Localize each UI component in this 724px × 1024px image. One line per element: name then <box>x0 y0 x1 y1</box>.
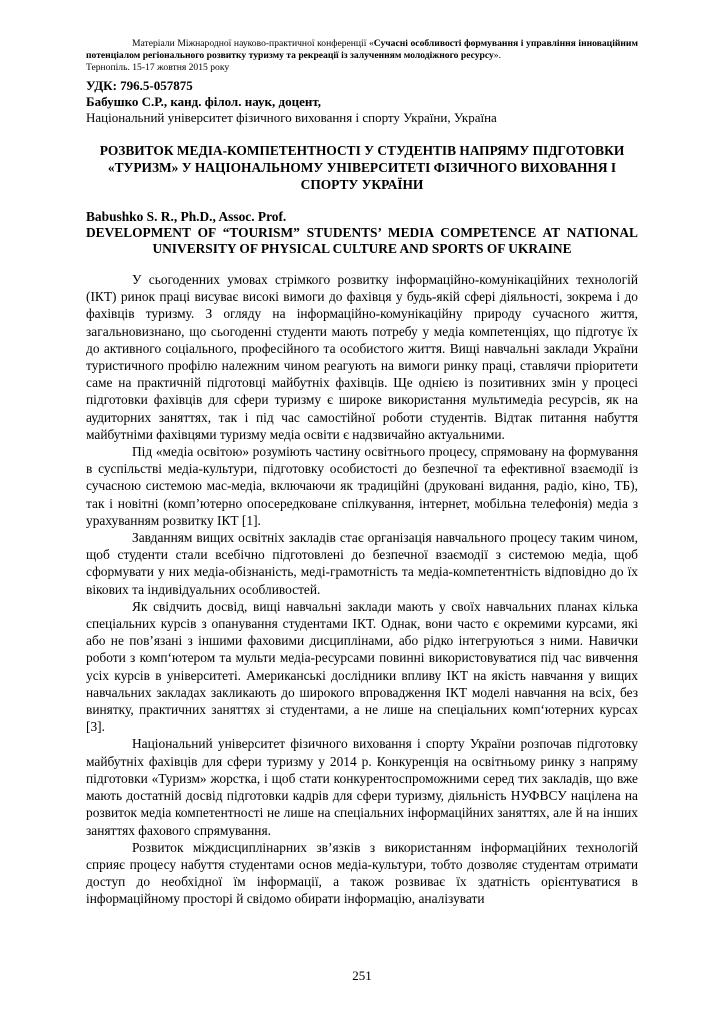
place-date: Тернопіль. 15-17 жовтня 2015 року <box>86 62 230 73</box>
paragraph: Під «медіа освітою» розуміють частину освітнього процесу, спрямовану на формування в суспільстві медіа-культури, підготовку особистості до безпечної та ефективної взаємодії із сучасною системою мас-медіа, включаючи як традиційні (друковані видання, радіо, кіно, ТБ), так і новітні (комп’ютерно опосередковане спілкування, інтернет, мобільна телефонія) медіа з урахуванням розвитку ІКТ [1]. <box>86 444 638 528</box>
paragraph: Розвиток міждисциплінарних зв’язків з використанням інформаційних технологій сприяє процесу набуття студентами основ медіа-культури, тобто дозволяє студентам отримати доступ до необхідної їм інформації, а також розвиває їх здатність орієнтуватися в інформаційному просторі й свідомо обирати інформацію, аналізувати <box>86 839 638 907</box>
title-uk: РОЗВИТОК МЕДІА-КОМПЕТЕНТНОСТІ У СТУДЕНТІВ НАПРЯМУ ПІДГОТОВКИ «ТУРИЗМ» У НАЦІОНАЛЬНОМУ УНІВЕРСИТЕТІ ФІЗИЧНОГО ВИХОВАННЯ І СПОРТУ УКРАЇНИ <box>99 143 625 192</box>
title-en: DEVELOPMENT OF “TOURISM” STUDENTS’ MEDIA COMPETENCE AT NATIONAL UNIVERSITY OF PHYSICAL CULTURE AND SPORTS OF UKRAINE <box>86 225 638 256</box>
author-uk: Бабушко С.Р., канд. філол. наук, доцент, <box>86 94 322 109</box>
page-number: 251 <box>352 968 372 983</box>
paragraph: Як свідчить досвід, вищі навчальні заклади мають у своїх навчальних планах кілька спеціальних курсів з опанування студентами ІКТ. Однак, вони часто є окремими курсами, які або не пов’язані з іншими фаховими дисциплінами, або рідко інтегруються з ними. Навички роботи з комп‘ютером та мульти медіа-ресурсами повинні використовуватися під час вивчення усіх курсів в університеті. Американські дослідники впливу ІКТ на якість навчання у вищих навчальних закладах закликають до широкого впровадження ІКТ моделі навчання на всіх, без винятку, практичних заняттях зі студентами, а не лише на спеціальних комп‘ютерних курсах [3]. <box>86 598 638 735</box>
paragraph: Національний університет фізичного виховання і спорту України розпочав підготовку майбутніх фахівців для сфери туризму у 2014 р. Конкуренція на освітньому ринку з напряму підготовки «Туризм» жорстка, і щоб стати конкурентоспроможними серед тих закладів, що вже мають достатній досвід підготовки кадрів для сфери туризму, діяльність НУФВСУ націлена на розвиток медіа компетентності не лише на спеціальних інформаційних заняттях, але й на інших заняттях фахового спрямування. <box>86 736 638 838</box>
article-meta <box>86 78 638 126</box>
author-en: Babushko S. R., Ph.D., Assoc. Prof. <box>86 209 287 224</box>
header-prefix: Матеріали Міжнародної науково-практичної конференції « <box>132 38 374 49</box>
conference-name: Сучасні особливості формування і управління інноваційним потенціалом регіонального розвитку туризму та рекреації із залученням молодіжного ресурсу <box>86 38 638 61</box>
paragraph: У сьогоденних умовах стрімкого розвитку інформаційно-комунікаційних технологій (ІКТ) ринок праці висуває високі вимоги до фахівця у будь-якій сфері діяльності, зокрема і до фахівців туризму. З огляду на інформаційно-комунікаційну природу сучасного життя, загальновизнано, що сьогоденні студенти мають потребу у медіа компетенціях, що підготує їх до активного соціального, професійного та особистого життя. Вищі навчальні заклади України туристичного профілю належним чином реагують на вимоги ринку праці, ставлячи пріоритети саме на практичній підготовці майбутніх фахівців. Ще однією із позитивних змін у процесі підготовки фахівців для сфери туризму є широке використання мультимедіа ресурсів, як на аудиторних заняттях, так і під час самостійної роботи студентів. Відтак питання набуття майбутніми фахівцями туризму медіа освіти є надзвичайно актуальними. <box>86 272 638 442</box>
document-page <box>86 38 638 908</box>
conference-header <box>86 38 638 74</box>
header-suffix: ». <box>493 50 501 61</box>
paragraph: Завданням вищих освітніх закладів стає організація навчального процесу таким чином, щоб студенти стали всебічно підготовлені до безпечної взаємодії з системою медіа, щоб сформувати у них медіа-обізнаність, меді-грамотність та медіа-компетентність відповідно до їх вікових та індивідуальних особливостей. <box>86 530 638 597</box>
udc-code: УДК: 796.5-057875 <box>86 78 193 93</box>
affiliation-uk: Національний університет фізичного виховання і спорту України, Україна <box>86 110 497 125</box>
body-text <box>86 271 638 908</box>
